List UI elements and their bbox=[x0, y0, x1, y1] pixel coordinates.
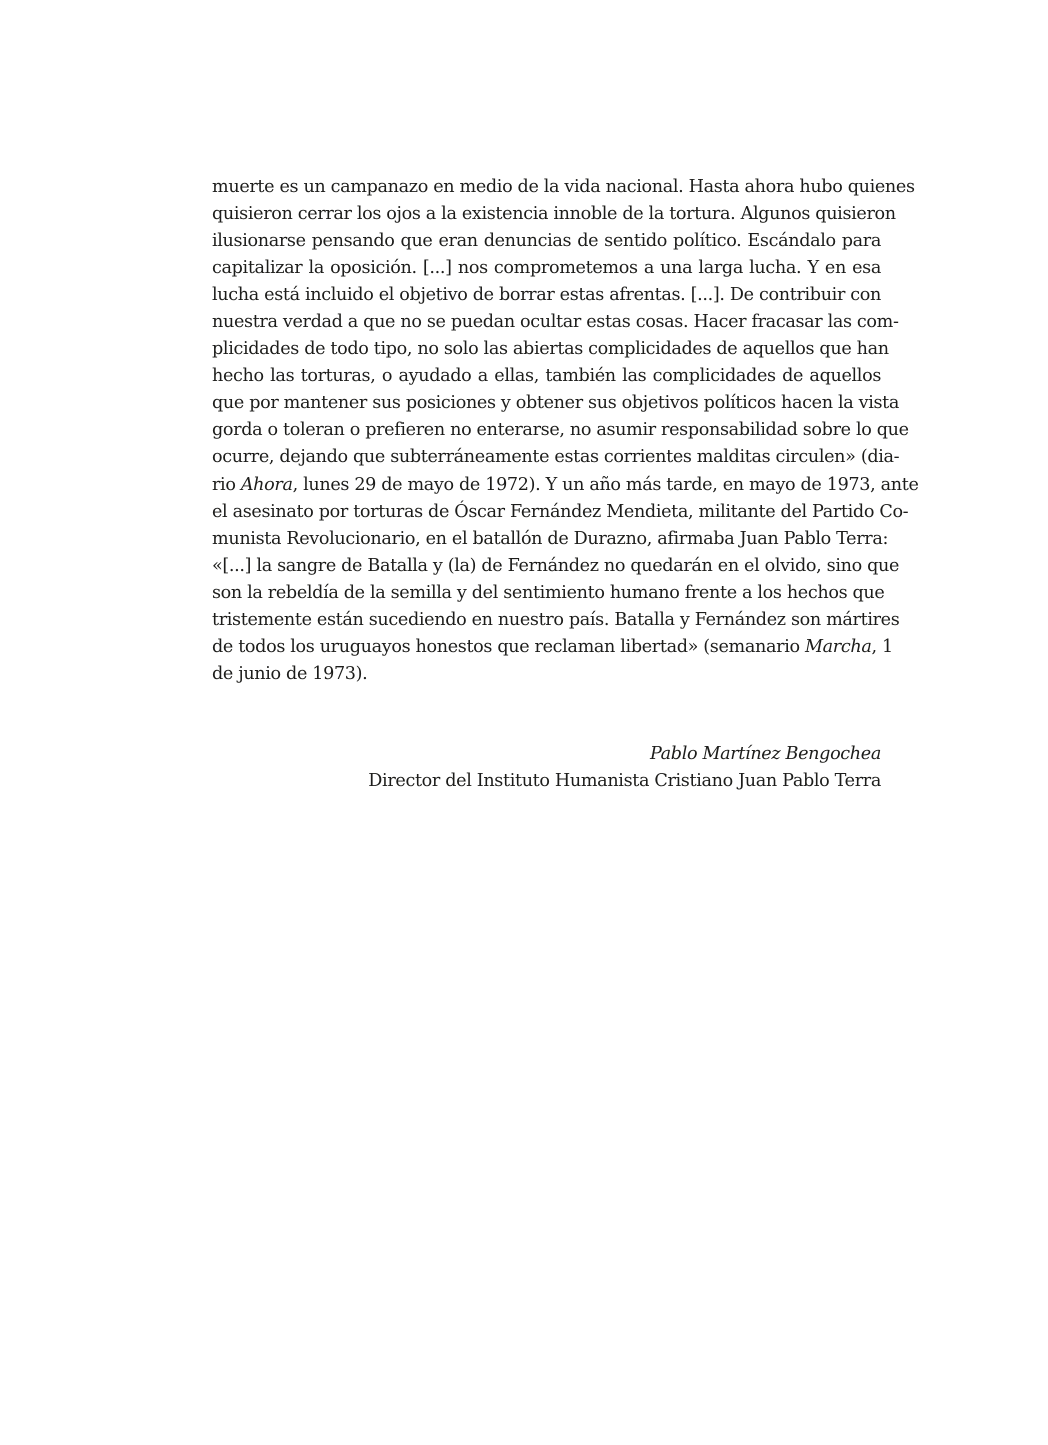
body-line bbox=[212, 472, 919, 499]
body-line: hecho las torturas, o ayudado a ellas, también las complicidades de aquellos bbox=[212, 366, 881, 387]
body-line: tristemente están sucediendo en nuestro país. Batalla y Fernández son mártires bbox=[212, 609, 900, 630]
body-line: muerte es un campanazo en medio de la vida nacional. Hasta ahora hubo quienes bbox=[212, 177, 915, 197]
body-line: munista Revolucionario, en el batallón de Durazno, afirmaba Juan Pablo Terra: bbox=[212, 528, 889, 549]
body-line: que por mantener sus posiciones y obtener sus objetivos políticos hacen la vista bbox=[212, 393, 900, 414]
body-line: ilusionarse pensando que eran denuncias de sentido político. Escándalo para bbox=[212, 231, 881, 252]
body-line: capitalizar la oposición. [...] nos comprometemos a una larga lucha. Y en esa bbox=[212, 258, 881, 279]
body-line: de junio de 1973). bbox=[212, 663, 368, 684]
newspaper-title: Marcha bbox=[804, 636, 872, 657]
line-text: , 1 bbox=[871, 636, 893, 657]
line-text: rio bbox=[212, 474, 241, 495]
body-text bbox=[212, 174, 919, 688]
signature-title: Director del Instituto Humanista Cristiano Juan Pablo Terra bbox=[368, 771, 881, 791]
body-line: gorda o toleran o prefieren no enterarse, no asumir responsabilidad sobre lo que bbox=[212, 420, 909, 441]
body-line bbox=[212, 634, 893, 661]
signature-block bbox=[368, 741, 881, 795]
body-line: «[...] la sangre de Batalla y (la) de Fernández no quedarán en el olvido, sino que bbox=[212, 555, 900, 576]
signature-name: Pablo Martínez Bengochea bbox=[649, 744, 881, 764]
newspaper-title: Ahora bbox=[240, 474, 293, 495]
body-line: son la rebeldía de la semilla y del sentimiento humano frente a los hechos que bbox=[212, 582, 885, 603]
body-line: ocurre, dejando que subterráneamente estas corrientes malditas circulen» (dia- bbox=[212, 447, 900, 468]
line-text: de todos los uruguayos honestos que reclaman libertad» (semanario bbox=[212, 636, 805, 657]
line-text: , lunes 29 de mayo de 1972). Y un año más tarde, en mayo de 1973, ante bbox=[292, 474, 919, 495]
body-line: nuestra verdad a que no se puedan ocultar estas cosas. Hacer fracasar las com- bbox=[212, 312, 899, 333]
body-line: plicidades de todo tipo, no solo las abiertas complicidades de aquellos que han bbox=[212, 339, 889, 360]
body-line: el asesinato por torturas de Óscar Fernández Mendieta, militante del Partido Co- bbox=[212, 501, 909, 522]
body-line: quisieron cerrar los ojos a la existencia innoble de la tortura. Algunos quisieron bbox=[212, 204, 896, 225]
body-line: lucha está incluido el objetivo de borrar estas afrentas. [...]. De contribuir con bbox=[212, 285, 881, 306]
